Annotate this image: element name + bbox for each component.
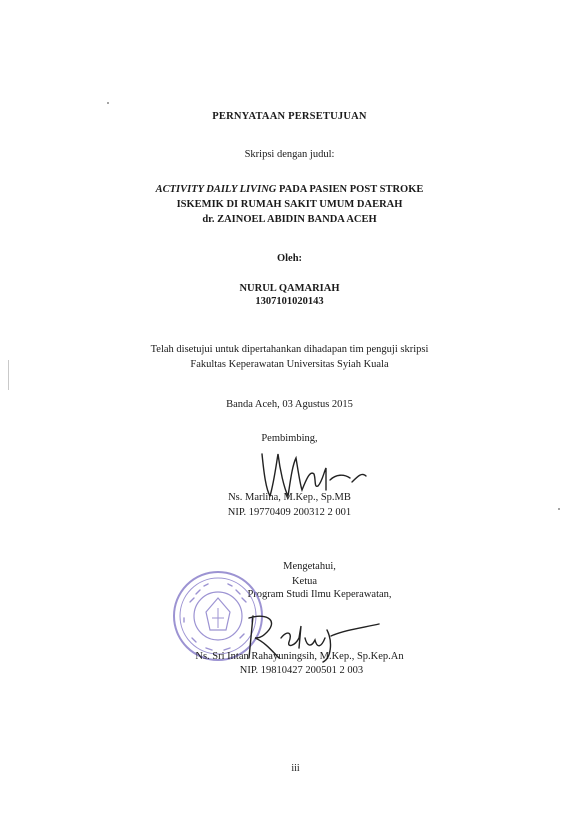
page-number: iii: [291, 763, 300, 774]
place-date: Banda Aceh, 03 Agustus 2015: [226, 399, 353, 410]
supervisor-name: Ns. Marlina, M.Kep., Sp.MB: [228, 492, 351, 503]
thesis-title-line-3: dr. ZAINOEL ABIDIN BANDA ACEH: [202, 214, 377, 225]
head-nip: NIP. 19810427 200501 2 003: [239, 665, 364, 676]
supervisor-role: Pembimbing,: [261, 433, 318, 444]
acknowledged-label: Mengetahui,: [283, 561, 336, 572]
approval-line-1: Telah disetujui untuk dipertahankan dihadapan tim penguji skripsi: [150, 344, 429, 355]
approval-line-2: Fakultas Keperawatan Universitas Syiah Kuala: [190, 359, 389, 370]
document-subheading: Skripsi dengan judul:: [244, 149, 335, 160]
supervisor-nip: NIP. 19770409 200312 2 001: [227, 507, 352, 518]
author-name: NURUL QAMARIAH: [239, 283, 340, 294]
document-heading: PERNYATAAN PERSETUJUAN: [212, 111, 367, 122]
thesis-title-line-1: [0, 184, 579, 196]
head-program: Program Studi Ilmu Keperawatan,: [247, 589, 392, 600]
head-role: Ketua: [291, 576, 318, 587]
thesis-title-rest: PADA PASIEN POST STROKE: [276, 184, 424, 195]
thesis-title-italic: ACTIVITY DAILY LIVING: [155, 184, 277, 195]
by-label: Oleh:: [276, 253, 303, 264]
thesis-title-line-2: ISKEMIK DI RUMAH SAKIT UMUM DAERAH: [176, 199, 403, 210]
author-id: 1307101020143: [255, 296, 324, 307]
scan-speck: [107, 102, 109, 104]
head-name: Ns. Sri Intan Rahayuningsih, M.Kep., Sp.Kep.An: [195, 651, 404, 662]
